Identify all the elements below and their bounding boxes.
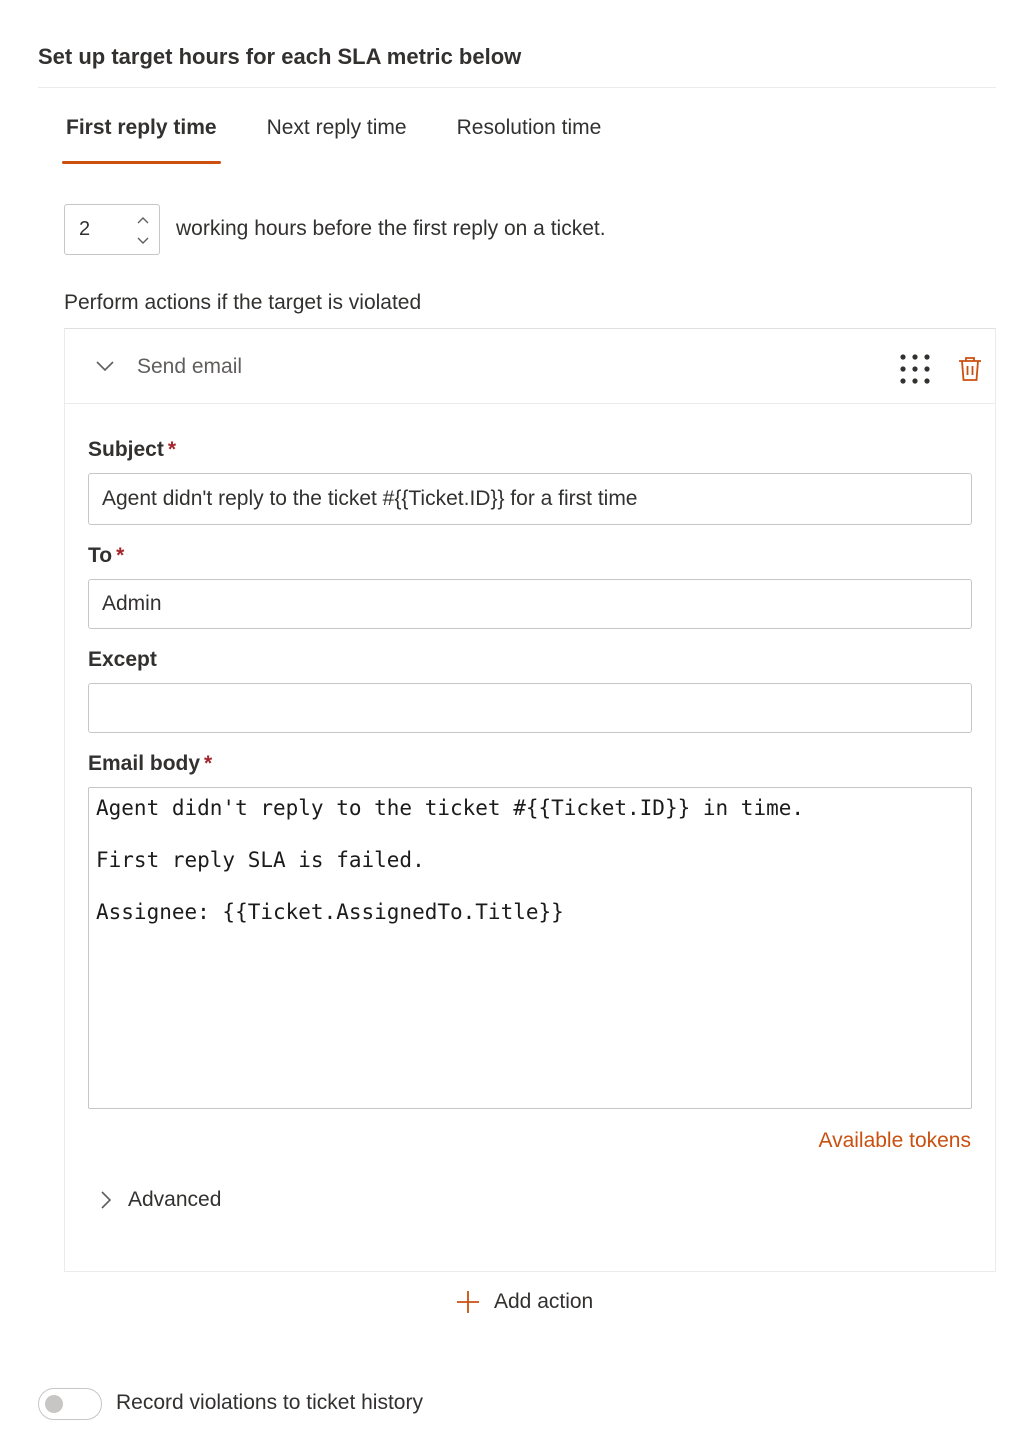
drag-dots-icon xyxy=(899,353,931,385)
tab-resolution-time[interactable]: Resolution time xyxy=(456,116,602,139)
email-body-line: First reply SLA is failed. xyxy=(96,848,425,872)
target-hours-spinbutton[interactable] xyxy=(64,204,160,255)
tab-first-reply-time[interactable]: First reply time xyxy=(62,108,221,164)
divider xyxy=(38,87,996,88)
target-hours-value[interactable]: 2 xyxy=(79,218,91,240)
target-hours-description: working hours before the first reply on a ticket. xyxy=(176,217,606,240)
advanced-label: Advanced xyxy=(128,1188,222,1211)
advanced-toggle[interactable] xyxy=(100,1188,221,1212)
email-body-line: Assignee: {{Ticket.AssignedTo.Title}} xyxy=(96,900,564,924)
subject-input[interactable]: Agent didn't reply to the ticket #{{Ticket.ID}} for a first time xyxy=(88,473,972,525)
increment-button[interactable] xyxy=(131,209,155,231)
plus-icon xyxy=(456,1290,480,1314)
action-title: Send email xyxy=(137,355,243,378)
record-violations-label: Record violations to ticket history xyxy=(116,1391,423,1414)
chevron-right-icon xyxy=(100,1190,112,1210)
subject-label: Subject * xyxy=(88,438,177,461)
metric-tabs xyxy=(62,108,647,164)
toggle-knob xyxy=(45,1395,63,1413)
email-body-line: Agent didn't reply to the ticket #{{Ticket.ID}} in time. xyxy=(96,796,805,820)
decrement-button[interactable] xyxy=(131,230,155,252)
actions-section-label: Perform actions if the target is violated xyxy=(64,291,422,314)
except-input[interactable] xyxy=(88,683,972,733)
available-tokens-link[interactable]: Available tokens xyxy=(818,1129,971,1152)
except-label: Except xyxy=(88,648,157,671)
to-label: To * xyxy=(88,544,125,567)
collapse-toggle[interactable] xyxy=(95,359,115,377)
add-action-label: Add action xyxy=(494,1290,594,1313)
page-title: Set up target hours for each SLA metric below xyxy=(38,44,522,69)
tab-next-reply-time[interactable]: Next reply time xyxy=(266,116,407,139)
action-header xyxy=(65,329,995,404)
record-violations-toggle[interactable] xyxy=(38,1388,102,1420)
to-input[interactable]: Admin xyxy=(88,579,972,629)
email-body-textarea[interactable] xyxy=(88,787,972,1109)
trash-icon xyxy=(957,355,983,383)
email-body-label: Email body * xyxy=(88,752,213,775)
chevron-down-icon xyxy=(137,237,149,245)
drag-handle[interactable] xyxy=(899,353,931,390)
chevron-down-icon xyxy=(95,360,115,372)
chevron-up-icon xyxy=(137,216,149,224)
delete-action-button[interactable] xyxy=(957,355,983,388)
add-action-button[interactable] xyxy=(456,1290,593,1314)
